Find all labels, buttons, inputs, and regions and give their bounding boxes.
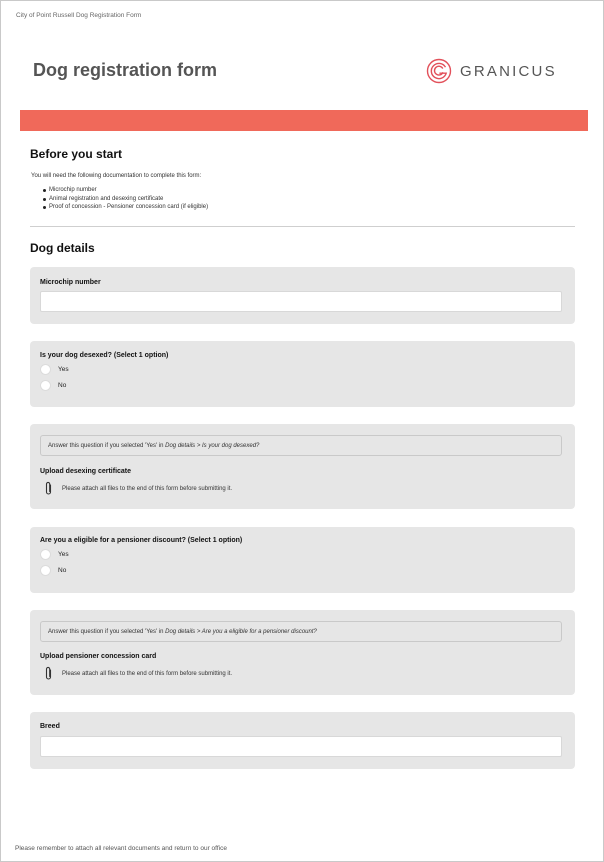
radio-label: No xyxy=(58,567,67,574)
pensioner-question-label: Are you a eligible for a pensioner discount? (Select 1 option) xyxy=(40,537,243,544)
pensioner-upload-card xyxy=(30,610,575,695)
microchip-label: Microchip number xyxy=(40,279,101,286)
dog-details-heading: Dog details xyxy=(30,241,95,255)
upload-pension-label: Upload pensioner concession card xyxy=(40,653,157,660)
note-reference: Dog details > Are you a eligible for a pensioner discount? xyxy=(165,628,317,635)
breed-input[interactable] xyxy=(40,736,562,757)
granicus-logo xyxy=(426,58,557,84)
pensioner-no-option[interactable] xyxy=(40,565,66,576)
conditional-note xyxy=(40,621,562,642)
attach-instructions: Please attach all files to the end of this form before submitting it. xyxy=(62,485,233,492)
granicus-logo-icon xyxy=(426,58,452,84)
attach-files-row[interactable] xyxy=(44,666,232,681)
before-you-start-heading: Before you start xyxy=(30,147,123,161)
note-reference: Dog details > Is your dog desexed? xyxy=(165,442,260,449)
radio-button[interactable] xyxy=(40,380,51,391)
desexed-question-label: Is your dog desexed? (Select 1 option) xyxy=(40,352,169,359)
breed-card xyxy=(30,712,575,769)
desexed-yes-option[interactable] xyxy=(40,364,69,375)
required-documents-list xyxy=(43,186,208,212)
logo-wordmark: GRANICUS xyxy=(460,62,557,80)
desexed-card xyxy=(30,341,575,407)
pensioner-yes-option[interactable] xyxy=(40,549,69,560)
attach-instructions: Please attach all files to the end of this form before submitting it. xyxy=(62,670,233,677)
radio-label: No xyxy=(58,382,67,389)
microchip-card xyxy=(30,267,575,324)
microchip-input[interactable] xyxy=(40,291,562,312)
conditional-note xyxy=(40,435,562,456)
list-item: Proof of concession - Pensioner concession card (if eligible) xyxy=(43,203,208,212)
radio-label: Yes xyxy=(58,366,69,373)
list-item: Animal registration and desexing certificate xyxy=(43,195,208,204)
list-item: Microchip number xyxy=(43,186,208,195)
page-title: Dog registration form xyxy=(33,60,218,80)
footer-note: Please remember to attach all relevant documents and return to our office xyxy=(15,845,227,852)
attach-files-row[interactable] xyxy=(44,481,232,496)
pensioner-card xyxy=(30,527,575,593)
desexed-no-option[interactable] xyxy=(40,380,66,391)
upload-desexing-label: Upload desexing certificate xyxy=(40,468,132,475)
before-intro-text: You will need the following documentation to complete this form: xyxy=(31,173,202,179)
radio-label: Yes xyxy=(58,551,69,558)
paperclip-icon[interactable] xyxy=(44,481,53,496)
desexing-upload-card xyxy=(30,424,575,509)
radio-button[interactable] xyxy=(40,364,51,375)
radio-button[interactable] xyxy=(40,565,51,576)
note-prefix: Answer this question if you selected 'Yes' in xyxy=(48,442,164,449)
form-header-caption: City of Point Russell Dog Registration Form xyxy=(16,12,142,19)
paperclip-icon[interactable] xyxy=(44,666,53,681)
accent-banner xyxy=(20,110,588,131)
note-prefix: Answer this question if you selected 'Yes' in xyxy=(48,628,164,635)
section-divider xyxy=(30,226,575,227)
radio-button[interactable] xyxy=(40,549,51,560)
breed-label: Breed xyxy=(40,723,60,730)
